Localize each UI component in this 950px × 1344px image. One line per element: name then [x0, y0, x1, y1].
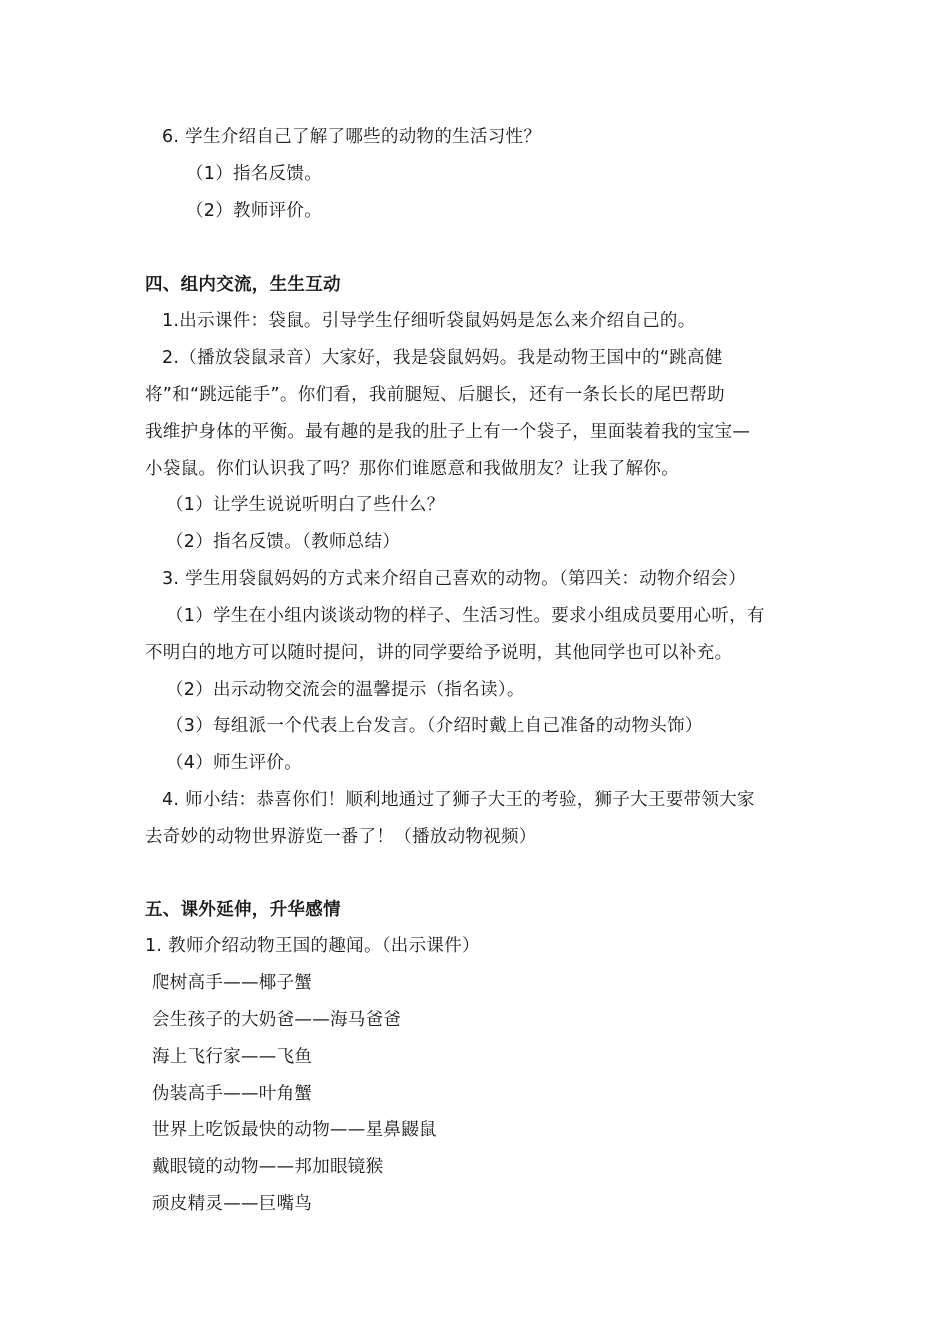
section-4-item-3-sub-2: （2）出示动物交流会的温馨提示（指名读）。 [166, 680, 525, 700]
section-4-item-1: 1.出示课件：袋鼠。引导学生仔细听袋鼠妈妈是怎么来介绍自己的。 [162, 311, 696, 331]
section-4-item-2-line-2: 将”和“跳远能手”。你们看，我前腿短、后腿长，还有一条长长的尾巴帮助 [145, 385, 725, 405]
section-4-item-3-sub-1-line-1: （1）学生在小组内谈谈动物的样子、生活习性。要求小组成员要用心听，有 [166, 606, 765, 626]
fact-item: 爬树高手——椰子蟹 [152, 973, 313, 993]
item-6-sub-2: （2）教师评价。 [186, 201, 323, 221]
section-4-item-4-line-1: 4. 师小结：恭喜你们！顺利地通过了狮子大王的考验，狮子大王要带领大家 [162, 790, 755, 810]
fact-item: 海上飞行家——飞鱼 [152, 1047, 313, 1067]
section-5-item-1: 1. 教师介绍动物王国的趣闻。（出示课件） [145, 936, 480, 956]
fact-item: 伪装高手——叶角蟹 [152, 1084, 313, 1104]
section-4-item-2-sub-2: （2）指名反馈。（教师总结） [166, 532, 401, 552]
item-6-sub-1: （1）指名反馈。 [186, 164, 323, 184]
fact-item: 世界上吃饭最快的动物——星鼻鼹鼠 [152, 1120, 437, 1140]
section-4-item-4-line-2: 去奇妙的动物世界游览一番了！（播放动物视频） [145, 827, 537, 847]
section-5-heading: 五、课外延伸，升华感情 [145, 900, 341, 920]
section-4-item-2-line-4: 小袋鼠。你们认识我了吗？那你们谁愿意和我做朋友？让我了解你。 [145, 459, 679, 479]
item-6: 6. 学生介绍自己了解了哪些的动物的生活习性？ [162, 127, 542, 147]
section-4-item-3: 3. 学生用袋鼠妈妈的方式来介绍自己喜欢的动物。（第四关：动物介绍会） [162, 569, 747, 589]
section-4-item-2-line-1: 2.（播放袋鼠录音）大家好，我是袋鼠妈妈。我是动物王国中的“跳高健 [162, 348, 723, 368]
section-4-item-2-sub-1: （1）让学生说说听明白了些什么？ [166, 495, 445, 515]
fact-item: 会生孩子的大奶爸——海马爸爸 [152, 1010, 402, 1030]
fact-item: 戴眼镜的动物——邦加眼镜猴 [152, 1157, 384, 1177]
fact-item: 顽皮精灵——巨嘴鸟 [152, 1194, 313, 1214]
section-4-item-2-line-3: 我维护身体的平衡。最有趣的是我的肚子上有一个袋子，里面装着我的宝宝— [145, 422, 751, 442]
section-4-item-3-sub-4: （4）师生评价。 [166, 753, 303, 773]
section-4-item-3-sub-3: （3）每组派一个代表上台发言。（介绍时戴上自己准备的动物头饰） [166, 716, 703, 736]
section-4-heading: 四、组内交流，生生互动 [145, 275, 341, 295]
section-4-item-3-sub-1-line-2: 不明白的地方可以随时提问，讲的同学要给予说明，其他同学也可以补充。 [145, 643, 733, 663]
